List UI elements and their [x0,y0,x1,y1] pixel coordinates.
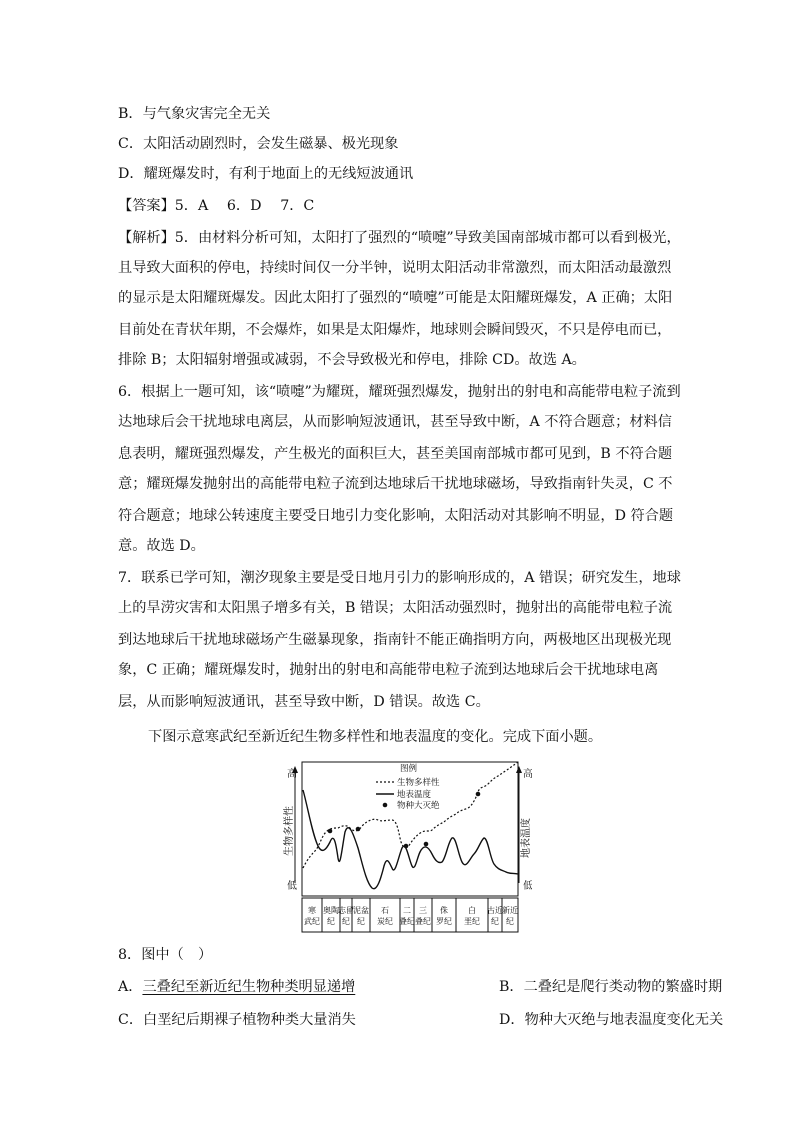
period-label-1-b: 武纪 [304,917,320,926]
question-8-stem: 8．图中（ ） [118,947,213,963]
period-label-9-b: 垩纪 [464,917,480,926]
right-axis-arrow [516,766,522,773]
legend-title: 图例 [400,764,418,774]
period-label-2-a: 奥陶 [323,906,339,915]
period-band-frame [302,898,518,932]
period-label-3-b: 纪 [342,917,350,926]
period-label-10-a: 古近 [487,906,503,915]
analysis-line: 息表明，耀斑强烈爆发，产生极光的面积巨大，甚至美国南部城市都可见到，B 不符合题 [118,446,673,462]
period-label-2-b: 纪 [327,917,335,926]
period-label-8-b: 罗纪 [436,917,452,926]
question-8-row-ab [118,977,723,997]
option-c-prev: C．太阳活动剧烈时，会发生磁暴、极光现象 [118,136,399,152]
left-low-label: 低 [287,881,297,892]
period-label-10-b: 纪 [491,917,499,926]
option-b-prev: B．与气象灾害完全无关 [118,106,271,122]
analysis-line: 【解析】5．由材料分析可知，太阳打了强烈的“喷嚏”导致美国南部城市都可以看到极光， [118,230,681,246]
biodiversity-temperature-figure [282,758,532,933]
analysis-line: 达地球后会干扰地球电离层，从而影响短波通讯，甚至导致中断，A 不符合题意；材料信 [118,414,672,430]
analysis-line: 排除 B；太阳辐射增强或减弱，不会导致极光和停电，排除 CD。故选 A。 [118,352,586,368]
left-high-label: 高 [287,769,297,780]
analysis-line: 符合题意；地球公转速度主要受日地引力变化影响，太阳活动对其影响不明显，D 符合题 [118,508,674,524]
option-d: D．物种大灭绝与地表温度变化无关 [499,1012,724,1028]
analysis-line: 意；耀斑爆发抛射出的高能带电粒子流到达地球后干扰地球磁场，导致指南针失灵，C 不 [118,476,673,492]
question-8-row-cd [118,1010,724,1030]
right-low-label: 低 [523,881,532,892]
option-a-text: 三叠纪至新近纪生物种类明显递增 [142,979,356,995]
period-label-4-a: 泥盆 [353,906,369,915]
analysis-line: 6．根据上一题可知，该“喷嚏”为耀斑，耀斑强烈爆发，抛射出的射电和高能带电粒子流到 [118,384,681,400]
period-label-4-b: 纪 [357,917,365,926]
analysis-line: 的显示是太阳耀斑爆发。因此太阳打了强烈的“喷嚏”可能是太阳耀斑爆发，A 正确；太阳 [118,290,673,306]
right-high-label: 高 [523,769,532,780]
period-label-5-b: 炭纪 [377,917,393,926]
analysis-line: 目前处在青状年期，不会爆炸，如果是太阳爆炸，地球则会瞬间毁灭，不只是停电而已， [118,322,672,338]
period-label-11-a: 新近 [502,906,518,915]
left-axis-label: 生物多样性 [284,806,295,856]
legend [376,763,440,811]
figure-intro: 下图示意寒武纪至新近纪生物多样性和地表温度的变化。完成下面小题。 [148,729,603,745]
period-label-11-b: 纪 [506,917,514,926]
period-label-6-b: 叠纪 [399,917,415,926]
right-axis-label: 地表温度 [521,818,532,858]
analysis-line: 象，C 正确；耀斑爆发时，抛射出的射电和高能带电粒子流到达地球后会干扰地球电离 [118,662,659,678]
legend-temperature-label: 地表温度 [397,790,432,800]
analysis-line: 上的旱涝灾害和太阳黑子增多有关，B 错误；太阳活动强烈时，抛射出的高能带电粒子流 [118,600,673,616]
period-label-9-a: 白 [468,906,476,915]
period-band [302,898,518,932]
option-c: C．白垩纪后期裸子植物种类大量消失 [118,1012,356,1028]
period-label-3-a: 志留 [338,906,354,915]
option-a-prefix: A． [118,979,143,995]
extinction-dot [476,792,481,797]
period-label-1-a: 寒 [308,906,316,915]
extinction-dot [328,829,333,834]
period-label-5-a: 石 [381,906,389,915]
period-label-7-b: 叠纪 [415,917,431,926]
option-b: B．二叠纪是爬行类动物的繁盛时期 [499,979,723,995]
extinction-dot [356,827,361,832]
period-label-8-a: 侏 [440,906,448,915]
legend-extinction-swatch [383,803,388,808]
legend-biodiversity-label: 生物多样性 [397,778,440,788]
option-d-prev: D．耀斑爆发时，有利于地面上的无线短波通讯 [118,166,414,182]
period-label-7-a: 三 [419,906,427,915]
analysis-line: 7．联系已学可知，潮汐现象主要是受日地月引力的影响形成的，A 错误；研究发生，地球 [118,570,681,586]
analysis-line: 层，从而影响短波通讯，甚至导致中断，D 错误。故选 C。 [118,694,490,710]
period-label-6-a: 二 [403,906,411,915]
legend-extinction-label: 物种大灭绝 [397,801,440,811]
analysis-line: 到达地球后干扰地球磁场产生磁暴现象，指南针不能正确指明方向，两极地区出现极光现 [118,632,672,648]
extinction-dot [424,842,429,847]
analysis-line: 且导致大面积的停电，持续时间仅一分半钟，说明太阳活动非常激烈，而太阳活动最激烈 [118,260,672,276]
analysis-line: 意。故选 D。 [118,538,205,554]
extinction-dot [404,844,409,849]
answer-line: 【答案】5．A 6．D 7．C [118,198,315,214]
